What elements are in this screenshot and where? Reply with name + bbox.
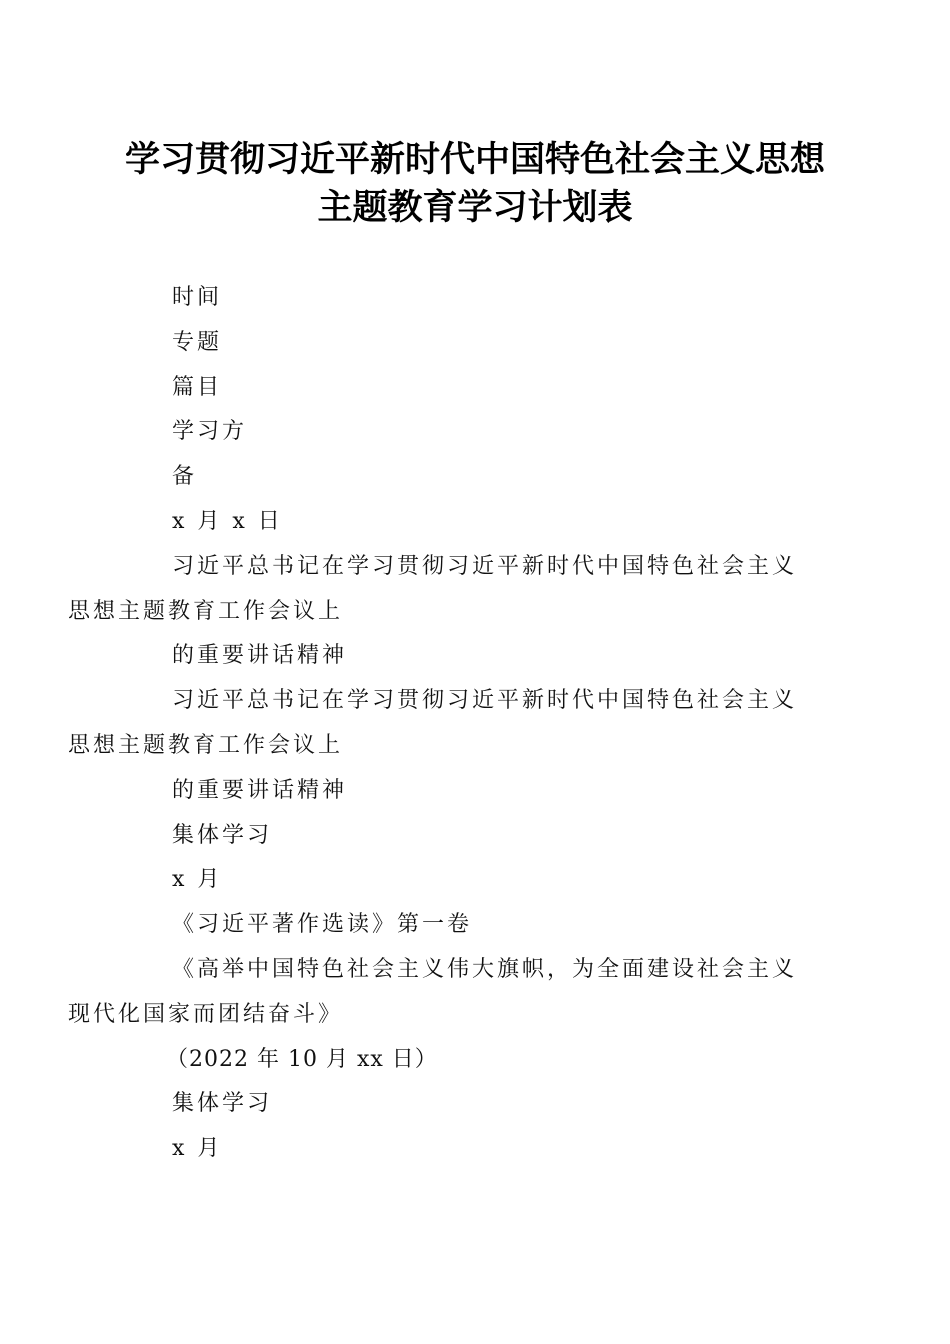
paragraph-month: x 月 xyxy=(172,867,223,893)
paragraph-line: 习近平总书记在学习贯彻习近平新时代中国特色社会主义 xyxy=(172,688,798,714)
paragraph-line: 思想主题教育工作会议上 xyxy=(68,732,344,758)
paragraph-speech-spirit-repeat: 的重要讲话精神 xyxy=(172,777,348,803)
paragraph-remarks: 备 xyxy=(172,464,198,490)
paragraph-line: 《高举中国特色社会主义伟大旗帜，为全面建设社会主义 xyxy=(172,956,798,982)
paragraph-line: 习近平总书记在学习贯彻习近平新时代中国特色社会主义 xyxy=(172,553,798,579)
paragraph-speech-title xyxy=(68,545,830,635)
paragraph-group-study-2: 集体学习 xyxy=(172,1091,273,1117)
paragraph-group-study: 集体学习 xyxy=(172,822,273,848)
paragraph-book-title: 《习近平著作选读》第一卷 xyxy=(172,912,473,938)
paragraph-topic: 专题 xyxy=(172,329,223,355)
paragraph-article-title xyxy=(68,948,830,1038)
paragraph-study-method: 学习方 xyxy=(172,419,248,445)
paragraph-article-date: （2022 年 10 月 xx 日） xyxy=(166,1046,438,1072)
paragraph-time: 时间 xyxy=(172,285,223,310)
paragraph-date: x 月 x 日 xyxy=(172,508,283,534)
paragraph-line: 思想主题教育工作会议上 xyxy=(68,598,344,624)
title-line-1: 学习贯彻习近平新时代中国特色社会主义思想 xyxy=(124,139,825,180)
paragraph-line: 现代化国家而团结奋斗》 xyxy=(68,1001,344,1027)
paragraph-speech-spirit: 的重要讲话精神 xyxy=(172,643,348,669)
paragraph-speech-title-repeat xyxy=(68,679,830,769)
paragraph-month-2: x 月 xyxy=(172,1136,223,1162)
title-line-2: 主题教育学习计划表 xyxy=(317,187,633,228)
paragraph-chapter: 篇目 xyxy=(172,374,223,400)
document-body xyxy=(68,276,830,1172)
document-title xyxy=(0,136,950,232)
